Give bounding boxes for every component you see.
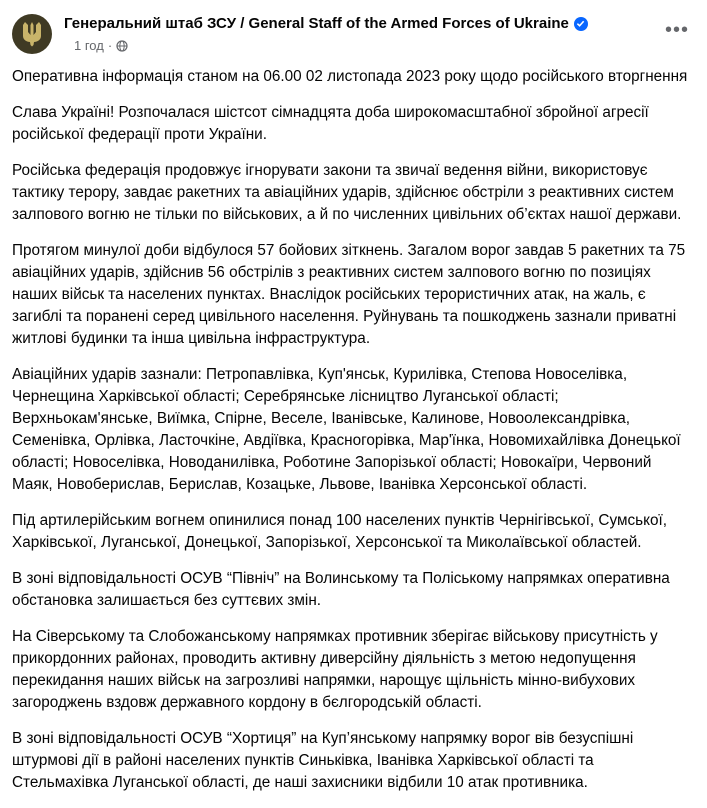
post-paragraph: Оперативна інформація станом на 06.00 02 листопада 2023 року щодо російського вторгнення — [12, 68, 688, 85]
post-time[interactable]: 1 год — [74, 38, 104, 53]
author-name-row — [64, 15, 588, 32]
post-paragraph: В зоні відповідальності ОСУВ “Північ” на Волинському та Поліському напрямках оперативна обстановка залишається без суттєвих змін. — [12, 570, 670, 609]
meta-separator: · — [107, 38, 113, 53]
post-paragraph: В зоні відповідальності ОСУВ “Хортиця” на Куп’янському напрямку ворог вів безуспішні штурмові дії в районі населених пунктів Синьківка, Іванівка Харківської області та Стельмахівка Луганської області, де наші захисники відбили 10 атак противника. — [12, 730, 634, 791]
post-header — [12, 12, 695, 58]
post-paragraph: Під артилерійським вогнем опинилися понад 100 населених пунктів Чернігівської, Сумської, Харківської, Луганської, Донецької, Запорізької, Херсонської та Миколаївської областей. — [12, 512, 667, 551]
trident-emblem-icon — [20, 21, 44, 47]
author-name[interactable]: Генеральний штаб ЗСУ / General Staff of the Armed Forces of Ukraine — [64, 15, 569, 32]
globe-icon[interactable] — [116, 40, 128, 52]
author-avatar[interactable] — [12, 14, 52, 54]
post-meta — [74, 38, 128, 53]
post-paragraph: На Сіверському та Слобожанському напрямках противник зберігає військову присутність у прикордонних районах, проводить активну диверсійну діяльність з метою недопущення перекидання наших військ на загрозливі напрямки, нарощує щільність мінно-вибухових загороджень вздовж державного кордону в бєлгородській області. — [12, 628, 658, 711]
post-paragraph: Слава Україні! Розпочалася шістсот сімнадцята доба широкомасштабної збройної агресії російської федерації проти України. — [12, 104, 649, 143]
post-paragraph: Авіаційних ударів зазнали: Петропавлівка, Куп'янськ, Курилівка, Степова Новоселівка, Чернещина Харківської області; Серебрянське лісництво Луганської області; Верхньокам'янське, Виїмка, Спірне, Веселе, Іванівське, Калинове, Новоолександрівка, Семенівка, Орлівка, Ласточкіне, Авдіївка, Красногорівка, Мар'їнка, Новомихайлівка Донецької області; Новоселівка, Новоданилівка, Роботине Запорізької області; Новокаїри, Червоний Маяк, Новоберислав, Берислав, Козацьке, Львове, Іванівка Херсонської області. — [12, 366, 681, 493]
post-text — [12, 66, 692, 808]
more-options-icon[interactable]: ••• — [664, 19, 689, 41]
post-paragraph: Російська федерація продовжує ігнорувати закони та звичаї ведення війни, використовує тактику терору, завдає ракетних та авіаційних ударів, здійснює обстріли з реактивних систем залпового вогню не тільки по військових, а й по численних цивільних об’єктах нашої держави. — [12, 162, 682, 223]
post-paragraph: Протягом минулої доби відбулося 57 бойових зіткнень. Загалом ворог завдав 5 ракетних та 75 авіаційних ударів, здійснив 56 обстрілів з реактивних систем залпового вогню по позиціях наших військ та населених пунктах. Внаслідок російських терористичних атак, на жаль, є загиблі та поранені серед цивільного населення. Руйнувань та пошкоджень зазнали приватні житлові будинки та інша цивільна інфраструктура. — [12, 242, 686, 347]
verified-badge-icon — [574, 17, 588, 31]
